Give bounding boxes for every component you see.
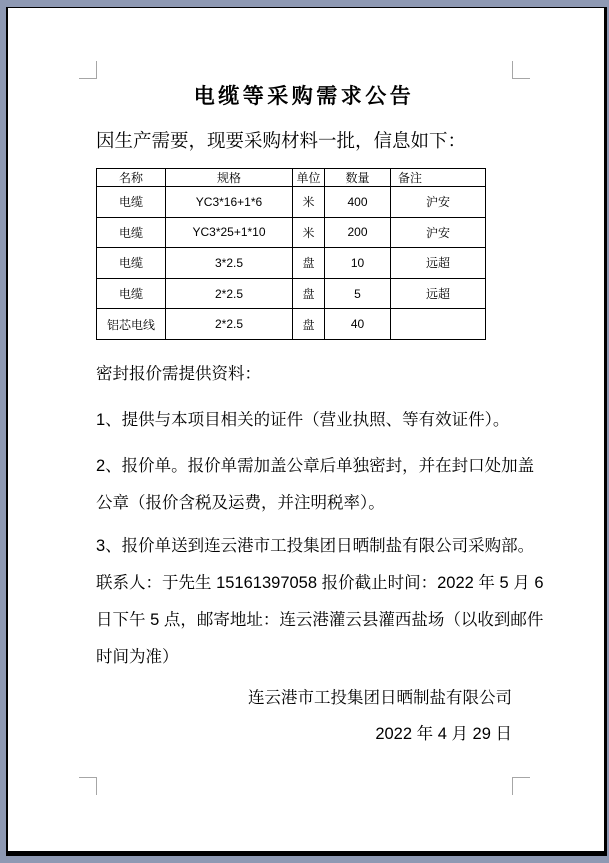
- document-page[interactable]: [6, 7, 607, 856]
- requirement-item-1: [96, 402, 512, 439]
- requirement-item-3: [96, 528, 544, 676]
- cell-unit: 盘: [293, 248, 325, 279]
- cell-spec: 3*2.5: [166, 248, 293, 279]
- requirement-item-2: [96, 448, 535, 522]
- cell-spec: 2*2.5: [166, 278, 293, 309]
- margin-mark-bottom-right-icon: [512, 777, 530, 795]
- table-row: [97, 278, 486, 309]
- table-header-row: [97, 169, 486, 187]
- col-header-unit: 单位: [293, 169, 325, 187]
- cell-note: 远超: [391, 278, 486, 309]
- col-header-note: 备注: [391, 169, 486, 187]
- document-title: 电缆等采购需求公告: [193, 85, 415, 108]
- paragraph-line: 时间为准）: [96, 648, 179, 666]
- cell-qty: 5: [325, 278, 391, 309]
- cell-name: 电缆: [97, 248, 166, 279]
- paragraph-line: 1、提供与本项目相关的证件（营业执照、等有效证件）。: [96, 411, 510, 429]
- margin-mark-top-left-icon: [79, 61, 97, 79]
- cell-qty: 200: [325, 217, 391, 248]
- cell-unit: 米: [293, 217, 325, 248]
- cell-note: [391, 309, 486, 340]
- table-row: [97, 248, 486, 279]
- intro-paragraph: 因生产需要，现要采购材料一批，信息如下：: [96, 130, 467, 151]
- cell-spec: YC3*25+1*10: [166, 217, 293, 248]
- paragraph-line: 联系人：于先生 15161397058 报价截止时间：2022 年 5 月 6: [96, 574, 544, 592]
- cell-unit: 盘: [293, 278, 325, 309]
- paragraph-line: 公章（报价含税及运费，并注明税率）。: [96, 494, 385, 512]
- cell-name: 铝芯电线: [97, 309, 166, 340]
- cell-name: 电缆: [97, 217, 166, 248]
- signature-company: 连云港市工投集团日晒制盐有限公司: [248, 689, 512, 707]
- cell-qty: 40: [325, 309, 391, 340]
- col-header-name: 名称: [97, 169, 166, 187]
- cell-qty: 400: [325, 187, 391, 218]
- paragraph-line: 日下午 5 点，邮寄地址：连云港灌云县灌西盐场（以收到邮件: [96, 611, 544, 629]
- margin-mark-bottom-left-icon: [79, 777, 97, 795]
- col-header-spec: 规格: [166, 169, 293, 187]
- table-row: [97, 217, 486, 248]
- cell-spec: YC3*16+1*6: [166, 187, 293, 218]
- col-header-qty: 数量: [325, 169, 391, 187]
- cell-spec: 2*2.5: [166, 309, 293, 340]
- cell-note: 远超: [391, 248, 486, 279]
- cell-qty: 10: [325, 248, 391, 279]
- paragraph-line: 2、报价单。报价单需加盖公章后单独密封，并在封口处加盖: [96, 457, 535, 475]
- seal-requirements-heading: 密封报价需提供资料：: [96, 365, 261, 383]
- cell-note: 沪安: [391, 187, 486, 218]
- table-row: [97, 187, 486, 218]
- cell-name: 电缆: [97, 278, 166, 309]
- cell-note: 沪安: [391, 217, 486, 248]
- cell-unit: 盘: [293, 309, 325, 340]
- cell-name: 电缆: [97, 187, 166, 218]
- materials-table: [96, 168, 486, 340]
- margin-mark-top-right-icon: [512, 61, 530, 79]
- paragraph-line: 3、报价单送到连云港市工投集团日晒制盐有限公司采购部。: [96, 537, 535, 555]
- cell-unit: 米: [293, 187, 325, 218]
- signature-date: 2022 年 4 月 29 日: [375, 725, 512, 743]
- table-row: [97, 309, 486, 340]
